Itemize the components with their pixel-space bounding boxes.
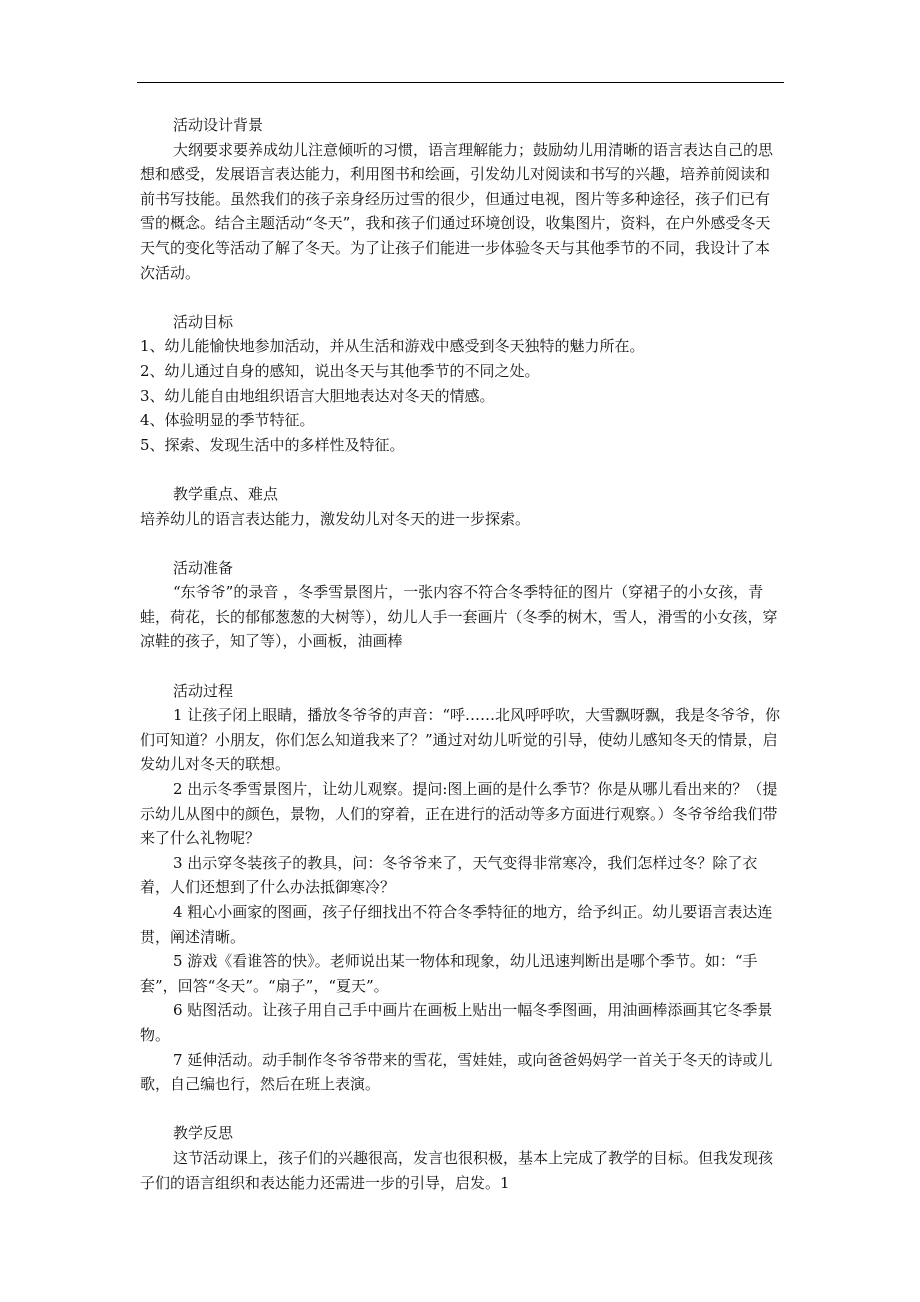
process-step: 1 让孩子闭上眼睛，播放冬爷爷的声音：“呼……北风呼呼吹，大雪飘呀飘，我是冬爷爷，你们可知道？小朋友，你们怎么知道我来了？”通过对幼儿听觉的引导，使幼儿感知冬天的情景，启发幼儿对冬天的联想。 xyxy=(140,706,780,774)
reflection-heading: 教学反思 xyxy=(173,1124,234,1143)
focus-text: 培养幼儿的语言表达能力，激发幼儿对冬天的进一步探索。 xyxy=(140,509,531,528)
document-body xyxy=(140,113,784,1195)
process-heading: 活动过程 xyxy=(173,681,234,700)
focus-heading: 教学重点、难点 xyxy=(173,484,279,503)
goal-item: 4、体验明显的季节特征。 xyxy=(140,411,315,430)
preparation-text: “东爷爷”的录音 ，冬季雪景图片，一张内容不符合冬季特征的图片（穿裙子的小女孩，青蛙，荷花，长的郁郁葱葱的大树等），幼儿人手一套画片（冬季的树木，雪人，滑雪的小女孩，穿凉鞋的孩子，知了等），小画板，油画棒 xyxy=(140,583,778,651)
section-gap xyxy=(140,531,784,556)
goal-item: 3、幼儿能自由地组织语言大胆地表达对冬天的情感。 xyxy=(140,386,495,405)
process-step: 2 出示冬季雪景图片，让幼儿观察。提问:图上画的是什么季节？你是从哪儿看出来的？（提示幼儿从图中的颜色，景物，人们的穿着，正在进行的活动等多方面进行观察。）冬爷爷给我们带来了什么礼物呢？ xyxy=(140,780,778,848)
section-gap xyxy=(140,457,784,482)
process-step: 7 延伸活动。动手制作冬爷爷带来的雪花，雪娃娃，或向爸爸妈妈学一首关于冬天的诗或儿歌，自己编也行，然后在班上表演。 xyxy=(140,1050,773,1094)
goal-item: 1、幼儿能愉快地参加活动，并从生活和游戏中感受到冬天独特的魅力所在。 xyxy=(140,337,645,356)
header-rule xyxy=(137,82,784,83)
section-gap xyxy=(140,1097,784,1122)
section-gap xyxy=(140,285,784,310)
process-step: 3 出示穿冬装孩子的教具，问：冬爷爷来了，天气变得非常寒冷，我们怎样过冬？除了衣着，人们还想到了什么办法抵御寒冷？ xyxy=(140,853,758,897)
background-text: 大纲要求要养成幼儿注意倾听的习惯，语言理解能力；鼓励幼儿用清晰的语言表达自己的思想和感受，发展语言表达能力，利用图书和绘画，引发幼儿对阅读和书写的兴趣，培养前阅读和前书写技能。虽然我们的孩子亲身经历过雪的很少，但通过电视，图片等多种途径，孩子们已有雪的概念。结合主题活动“冬天”，我和孩子们通过环境创设，收集图片，资料，在户外感受冬天天气的变化等活动了解了冬天。为了让孩子们能进一步体验冬天与其他季节的不同，我设计了本次活动。 xyxy=(140,140,774,282)
process-step: 5 游戏《看谁答的快》。老师说出某一物体和现象，幼儿迅速判断出是哪个季节。如：“手套”，回答“冬天”。“扇子”，“夏天”。 xyxy=(140,952,758,995)
background-heading: 活动设计背景 xyxy=(173,116,264,134)
section-gap xyxy=(140,654,784,679)
process-step: 4 粗心小画家的图画，孩子仔细找出不符合冬季特征的地方，给予纠正。幼儿要语言表达连贯，阐述清晰。 xyxy=(140,903,773,946)
process-step: 6 贴图活动。让孩子用自己手中画片在画板上贴出一幅冬季图画，用油画棒添画其它冬季景物。 xyxy=(140,1001,773,1044)
goal-item: 5、探索、发现生活中的多样性及特征。 xyxy=(140,435,405,454)
goal-item: 2、幼儿通过自身的感知，说出冬天与其他季节的不同之处。 xyxy=(140,361,540,380)
goals-heading: 活动目标 xyxy=(173,312,234,331)
reflection-text: 这节活动课上，孩子们的兴趣很高，发言也很积极，基本上完成了教学的目标。但我发现孩子们的语言组织和表达能力还需进一步的引导，启发。1 xyxy=(140,1148,774,1192)
preparation-heading: 活动准备 xyxy=(173,558,234,577)
